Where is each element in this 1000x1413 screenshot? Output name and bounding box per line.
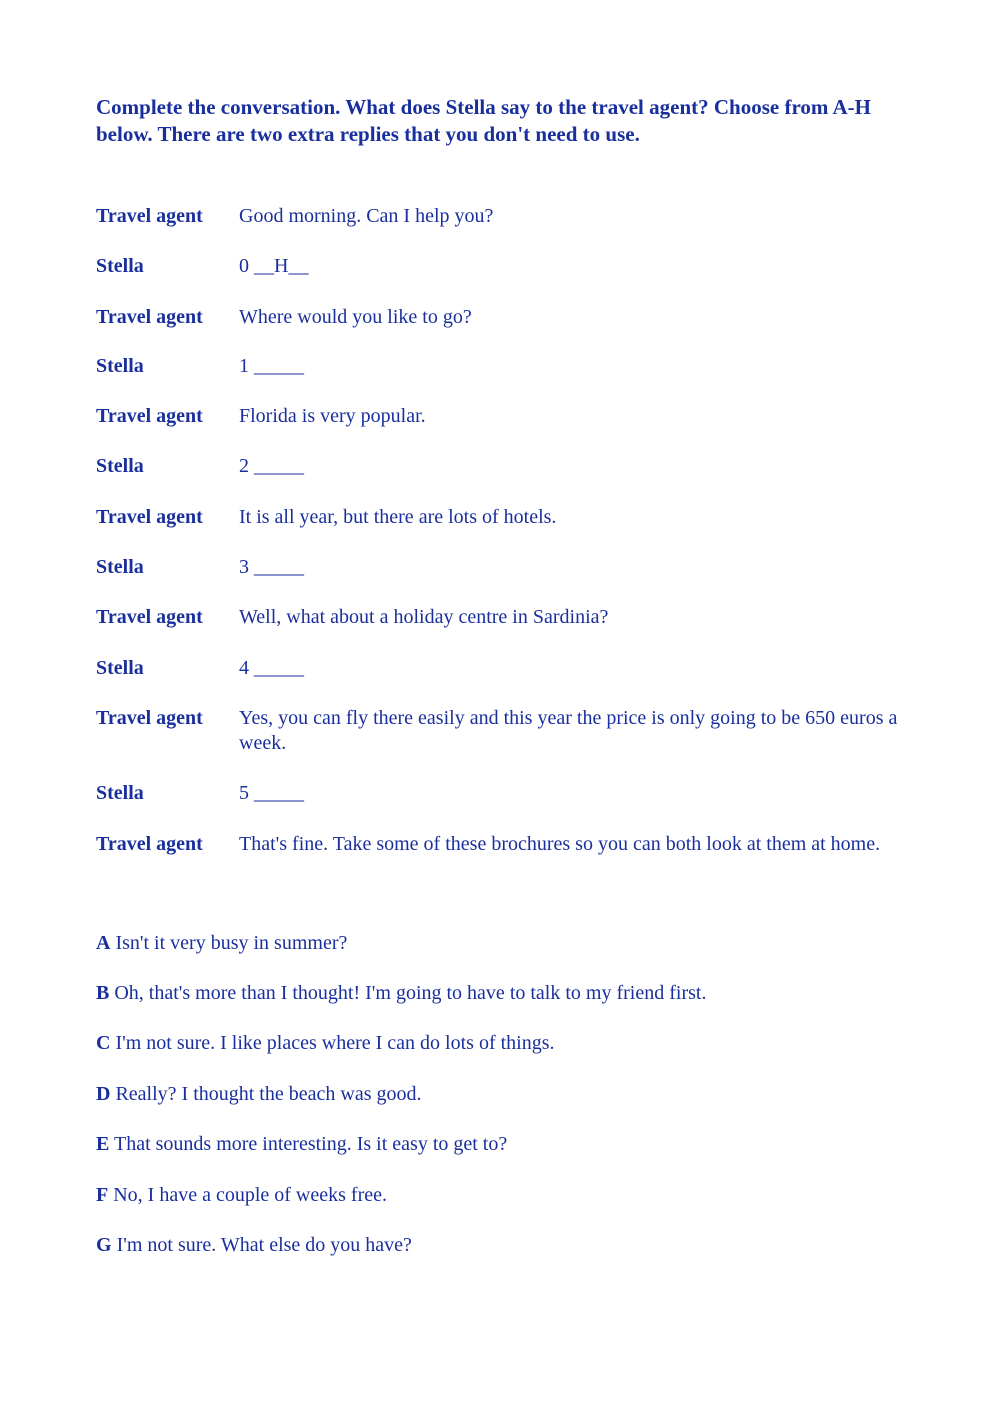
- reply-option: [96, 1082, 916, 1107]
- option-letter: D: [96, 1083, 111, 1105]
- dialogue-line: 2 _____: [239, 455, 304, 477]
- dialogue-line: 0 __H__: [239, 255, 309, 277]
- speaker-label: Travel agent: [96, 833, 203, 855]
- option-text: I'm not sure. I like places where I can do lots of things.: [115, 1032, 555, 1054]
- dialogue-line: It is all year, but there are lots of hotels.: [239, 506, 557, 528]
- reply-option: [96, 931, 916, 956]
- speaker-label: Travel agent: [96, 506, 203, 528]
- reply-option: [96, 1183, 916, 1208]
- speaker-label: Stella: [96, 657, 144, 679]
- option-letter: B: [96, 982, 110, 1004]
- dialogue-line: 3 _____: [239, 556, 304, 578]
- reply-option: [96, 1031, 916, 1056]
- dialogue-line: Well, what about a holiday centre in Sardinia?: [239, 606, 609, 628]
- speaker-label: Stella: [96, 556, 144, 578]
- dialogue-line: Florida is very popular.: [239, 405, 426, 427]
- option-letter: E: [96, 1133, 110, 1155]
- reply-option: [96, 1132, 916, 1157]
- speaker-label: Stella: [96, 782, 144, 804]
- option-letter: F: [96, 1184, 109, 1206]
- option-letter: A: [96, 932, 111, 954]
- speaker-label: Stella: [96, 355, 144, 377]
- speaker-label: Stella: [96, 455, 144, 477]
- option-text: No, I have a couple of weeks free.: [113, 1184, 387, 1206]
- option-text: I'm not sure. What else do you have?: [116, 1234, 412, 1256]
- speaker-label: Travel agent: [96, 707, 203, 729]
- dialogue-line: Yes, you can fly there easily and this year the price is only going to be 650 euros a week.: [239, 707, 898, 754]
- option-text: Oh, that's more than I thought! I'm going to have to talk to my friend first.: [114, 982, 707, 1004]
- dialogue-line: Good morning. Can I help you?: [239, 205, 494, 227]
- option-letter: C: [96, 1032, 111, 1054]
- speaker-label: Travel agent: [96, 205, 203, 227]
- option-text: Really? I thought the beach was good.: [115, 1083, 422, 1105]
- speaker-label: Stella: [96, 255, 144, 277]
- option-letter: G: [96, 1234, 112, 1256]
- dialogue-line: 1 _____: [239, 355, 304, 377]
- dialogue-line: 5 _____: [239, 782, 304, 804]
- dialogue-line: 4 _____: [239, 657, 304, 679]
- speaker-label: Travel agent: [96, 405, 203, 427]
- speaker-label: Travel agent: [96, 606, 203, 628]
- option-text: Isn't it very busy in summer?: [115, 932, 348, 954]
- speaker-label: Travel agent: [96, 306, 203, 328]
- dialogue-line: That's fine. Take some of these brochures so you can both look at them at home.: [239, 833, 881, 855]
- reply-option: [96, 1233, 916, 1258]
- dialogue-line: Where would you like to go?: [239, 306, 472, 328]
- option-text: That sounds more interesting. Is it easy to get to?: [113, 1133, 508, 1155]
- instructions: Complete the conversation. What does Stella say to the travel agent? Choose from A-H below. There are two extra replies that you don't need to use.: [96, 95, 871, 146]
- reply-option: [96, 981, 916, 1006]
